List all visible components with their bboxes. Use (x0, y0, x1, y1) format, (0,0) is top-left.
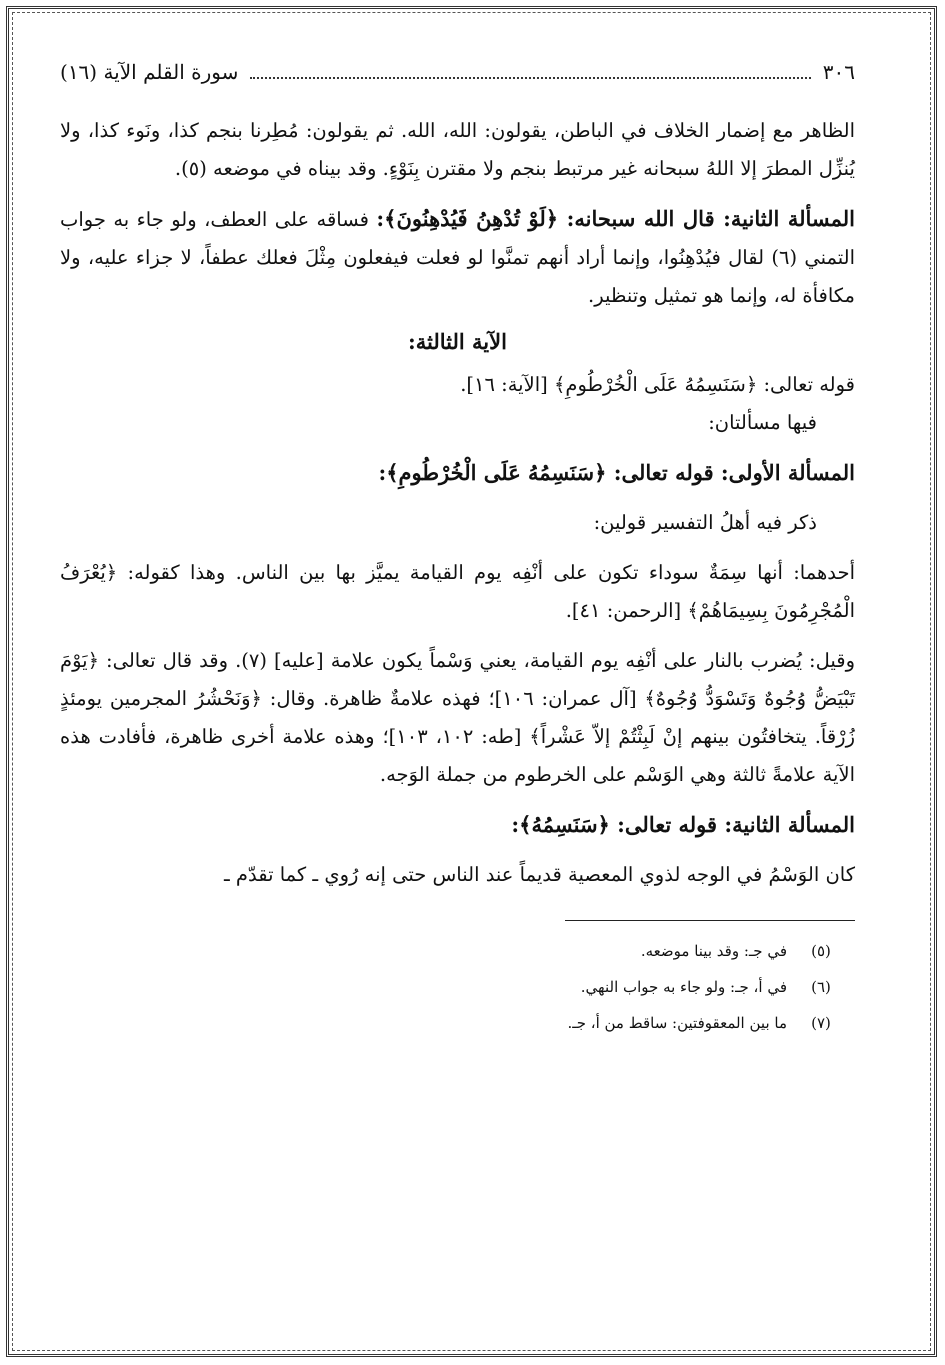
last-paragraph: كان الوَسْمُ في الوجه لذوي المعصية قديماً عند الناس حتى إنه رُوي ـ كما تقدّم ـ (224, 863, 855, 886)
ayah-3-text: قوله تعالى: ﴿سَنَسِمُهُ عَلَى الْخُرْطُومِ﴾ [الآية: ١٦]. (460, 373, 855, 396)
ayah-3-heading: الآية الثالثة: (408, 329, 507, 354)
issue-1-heading: المسألة الأولى: قوله تعالى: ﴿سَنَسِمُهُ عَلَى الْخُرْطُومِ﴾: (378, 460, 855, 485)
footnote-text: في أ، جـ: ولو جاء به جواب النهي. (580, 978, 787, 996)
second-view-paragraph: وقيل: يُضرب بالنار على أنْفِه يوم القيامة، يعني وَسْماً يكون علامة [عليه] (٧). وقد قال تعالى: ﴿يَوْمَ تَبْيَضُّ وُجُوهٌ وَتَسْوَدُّ وُجُوهٌ﴾ [آل عمران: ١٠٦]؛ فهذه علامةٌ ظاهرة. وقال: ﴿وَنَحْشُرُ المجرمين يومئذٍ زُرْقاً. يتخافتُون بينهم إنْ لَبِثْتُمْ إلاّ عَشْراً﴾ [طه: ١٠٢، ١٠٣]؛ وهذه علامة أخرى ظاهرة، فأفادت هذه الآية علامةً ثالثة وهي الوَسْم على الخرطوم من جملة الوَجه. (60, 649, 855, 786)
footnote (60, 933, 855, 969)
surah-title: سورة القلم الآية (١٦) (60, 60, 239, 84)
running-header (60, 60, 855, 100)
two-views-line: ذكر فيه أهلُ التفسير قولين: (593, 511, 817, 534)
issue-2-text: فساقه على العطف، ولو جاء به جواب التمني (٦) لقال فيُدْهِنُوا، وإنما أراد أنهم تمنَّوا لو فعلت فيفعلون مِثْلَ فعلك عطفاً، لا جزاء عليه، ولا مكافأة له، وإنما هو تمثيل وتنظير. (60, 208, 856, 307)
header-dots (250, 63, 810, 79)
paragraph-1: الظاهر مع إضمار الخلاف في الباطن، يقولون: الله، الله. ثم يقولون: مُطِرنا بنجم كذا، ونَوء كذا، ولا يُنزِّل المطرَ إلا اللهُ سبحانه غير مرتبط بنجم ولا مقترن بِنَوْءٍ. وقد بيناه في موضعه (٥). (60, 119, 855, 180)
footnote (60, 969, 855, 1005)
footnote-number: (٦) (811, 978, 831, 996)
footnote-text: في جـ: وقد بينا موضعه. (640, 942, 787, 960)
issue-2-heading: المسألة الثانية: قال الله سبحانه: ﴿لَوْ تُدْهِنُ فَيُدْهِنُونَ﴾: (376, 206, 856, 231)
issue-2-paragraph (60, 200, 855, 315)
footnote (60, 1005, 855, 1041)
two-issues-line: فيها مسألتان: (708, 411, 817, 434)
footnote-number: (٧) (811, 1014, 831, 1032)
footnote-number: (٥) (811, 942, 831, 960)
page-number: ٣٠٦ (822, 60, 855, 84)
first-view-paragraph: أحدهما: أنها سِمَةٌ سوداء تكون على أنْفِه يوم القيامة يميَّز بها بين الناس. وهذا كقوله: ﴿يُعْرَفُ الْمُجْرِمُونَ بِسِيمَاهُمْ﴾ [الرحمن: ٤١]. (60, 561, 855, 622)
issue-2b-heading: المسألة الثانية: قوله تعالى: ﴿سَنَسِمُهُ﴾: (511, 812, 855, 837)
footnote-text: ما بين المعقوفتين: ساقط من أ، جـ. (567, 1014, 787, 1032)
footnote-divider (565, 920, 855, 921)
page-content (60, 60, 855, 1315)
